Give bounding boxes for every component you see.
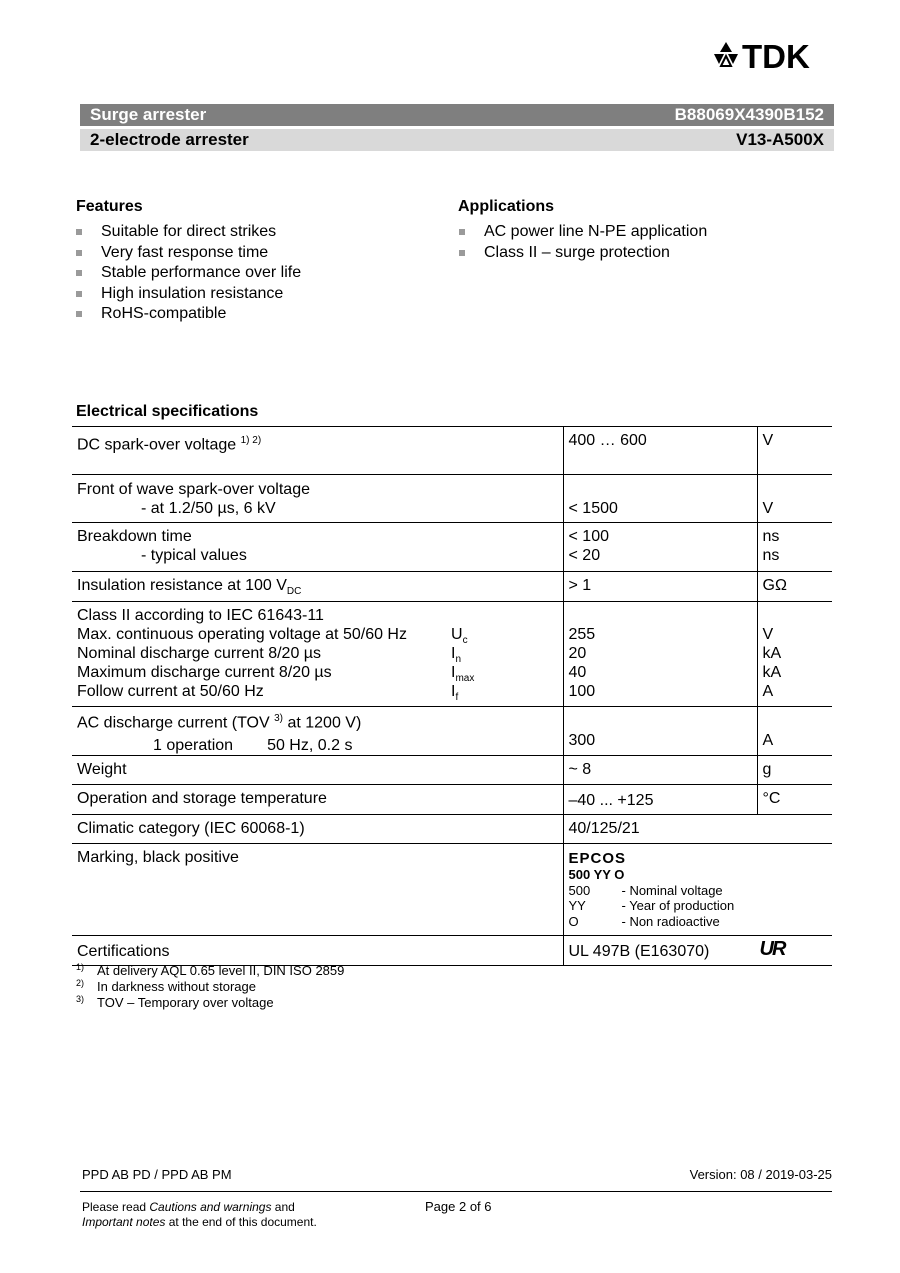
- table-row: [72, 755, 832, 784]
- list-item: Stable performance over life: [74, 263, 301, 284]
- temperature-label: Operation and storage temperature: [72, 784, 563, 814]
- class2-value: 20: [568, 645, 587, 663]
- footnote: 2) In darkness without storage: [76, 978, 256, 994]
- bullet-square-icon: [76, 229, 82, 235]
- breakdown-condition: - typical values: [141, 547, 247, 564]
- certifications-value: UL 497B (E163070): [568, 942, 710, 960]
- table-row: [72, 572, 832, 602]
- bullet-square-icon: [459, 229, 465, 235]
- insulation-value: > 1: [563, 572, 757, 602]
- marking-legend-row: YY - Year of production: [568, 898, 735, 914]
- epcos-logo: EPCOS: [568, 849, 627, 867]
- breakdown-value-2: < 20: [568, 547, 601, 564]
- type-code: V13-A500X: [736, 130, 824, 149]
- class2-unit: V: [762, 626, 774, 644]
- temperature-value: –40 ... +125: [563, 784, 757, 814]
- table-row: [72, 602, 832, 707]
- dc-spark-value: 400 … 600: [563, 427, 757, 475]
- ac-discharge-unit: A: [757, 707, 832, 755]
- bullet-square-icon: [76, 250, 82, 256]
- logo-text: TDK: [742, 40, 810, 72]
- table-row: [72, 814, 832, 843]
- breakdown-value-1: < 100: [568, 528, 609, 545]
- page-number: Page 2 of 6: [425, 1199, 492, 1214]
- insulation-label: Insulation resistance at 100 V: [77, 577, 287, 594]
- symbol: $U_c$: [451, 626, 468, 647]
- front-wave-value: < 1500: [563, 475, 757, 523]
- electrical-specs-table: [72, 426, 832, 966]
- marking-legend-row: 500 - Nominal voltage: [568, 882, 723, 898]
- footer-department: PPD AB PD / PPD AB PM: [82, 1167, 232, 1182]
- table-row: [72, 475, 832, 523]
- marking-label: Marking, black positive: [72, 843, 563, 935]
- ac-discharge-condition: 1 operation 50 Hz, 0.2 s: [153, 736, 353, 754]
- breakdown-unit-2: ns: [762, 547, 780, 564]
- insulation-label-sub: DC: [286, 586, 302, 598]
- footer-note: Please read Cautions and warnings and Important notes at the end of this document.: [82, 1200, 317, 1229]
- ac-discharge-value: 300: [563, 707, 757, 755]
- front-wave-condition: - at 1.2/50 µs, 6 kV: [141, 500, 276, 517]
- tdk-emblem-icon: [714, 42, 738, 66]
- dc-spark-label: DC spark-over voltage: [77, 436, 241, 454]
- weight-label: Weight: [72, 755, 563, 784]
- class2-row: Maximum discharge current 8/20 µs $I_{max}$: [77, 663, 558, 682]
- footer-version: Version: 08 / 2019-03-25: [689, 1167, 832, 1182]
- table-row: [72, 427, 832, 475]
- symbol: $I_f$: [451, 683, 459, 704]
- footnote: 3) TOV – Temporary over voltage: [76, 994, 274, 1010]
- tdk-logo: [710, 40, 836, 72]
- list-item: AC power line N-PE application: [457, 222, 707, 243]
- class2-unit: A: [762, 683, 774, 701]
- ac-discharge-label: AC discharge current (TOV $^{3)}$ at 1200 V): [77, 713, 362, 732]
- dc-spark-footnote-ref: 1) 2): [240, 435, 262, 446]
- marking-legend-row: O - Non radioactive: [568, 913, 720, 929]
- symbol: $I_n$: [451, 645, 462, 666]
- part-number: B88069X4390B152: [674, 105, 824, 124]
- class2-value: 100: [568, 683, 596, 701]
- climatic-label: Climatic category (IEC 60068-1): [72, 814, 563, 843]
- electrical-specs-title: Electrical specifications: [76, 403, 259, 420]
- insulation-unit: GΩ: [757, 572, 832, 602]
- table-row: [72, 784, 832, 814]
- front-wave-unit: V: [757, 475, 832, 523]
- features-list: [74, 222, 301, 325]
- table-row: [72, 523, 832, 572]
- bullet-square-icon: [76, 291, 82, 297]
- applications-list: [457, 222, 707, 263]
- class2-row: Max. continuous operating voltage at 50/60 Hz $U_c$: [77, 625, 558, 644]
- bullet-square-icon: [459, 250, 465, 256]
- class2-value: 255: [568, 626, 596, 644]
- list-item: High insulation resistance: [74, 284, 301, 305]
- weight-unit: g: [757, 755, 832, 784]
- footer-divider: [80, 1191, 832, 1192]
- table-row: [72, 935, 832, 965]
- class2-row: Nominal discharge current 8/20 µs $I_n$: [77, 644, 558, 663]
- class2-unit: kA: [762, 645, 782, 663]
- front-wave-label: Front of wave spark-over voltage: [77, 481, 310, 498]
- subtitle-band: [80, 129, 834, 151]
- features-title: Features: [76, 198, 143, 215]
- table-row: [72, 843, 832, 935]
- dc-spark-unit: V: [757, 427, 832, 475]
- title-band: [80, 104, 834, 126]
- list-item: RoHS-compatible: [74, 304, 301, 325]
- applications-title: Applications: [458, 198, 555, 215]
- temperature-unit: °C: [757, 784, 832, 814]
- bullet-square-icon: [76, 311, 82, 317]
- footnotes: [76, 963, 344, 1011]
- climatic-value: 40/125/21: [563, 814, 832, 843]
- breakdown-unit-1: ns: [762, 528, 780, 545]
- list-item: Very fast response time: [74, 243, 301, 264]
- doc-title: Surge arrester: [90, 105, 207, 124]
- weight-value: ~ 8: [563, 755, 757, 784]
- footnote: 1) At delivery AQL 0.65 level II, DIN ISO 2859: [76, 962, 345, 978]
- table-row: [72, 707, 832, 755]
- marking-code: 500 YY O: [568, 866, 625, 882]
- ur-recognized-mark-icon: UR: [759, 937, 785, 960]
- symbol: $I_{max}$: [451, 664, 475, 685]
- class2-heading: Class II according to IEC 61643-11: [77, 607, 324, 625]
- doc-subtitle: 2-electrode arrester: [90, 130, 249, 149]
- class2-value: 40: [568, 664, 587, 682]
- list-item: Class II – surge protection: [457, 243, 707, 264]
- class2-unit: kA: [762, 664, 782, 682]
- breakdown-label: Breakdown time: [77, 528, 192, 545]
- bullet-square-icon: [76, 270, 82, 276]
- certifications-label: Certifications: [72, 935, 563, 965]
- class2-row: Follow current at 50/60 Hz $I_f$: [77, 682, 558, 701]
- list-item: Suitable for direct strikes: [74, 222, 301, 243]
